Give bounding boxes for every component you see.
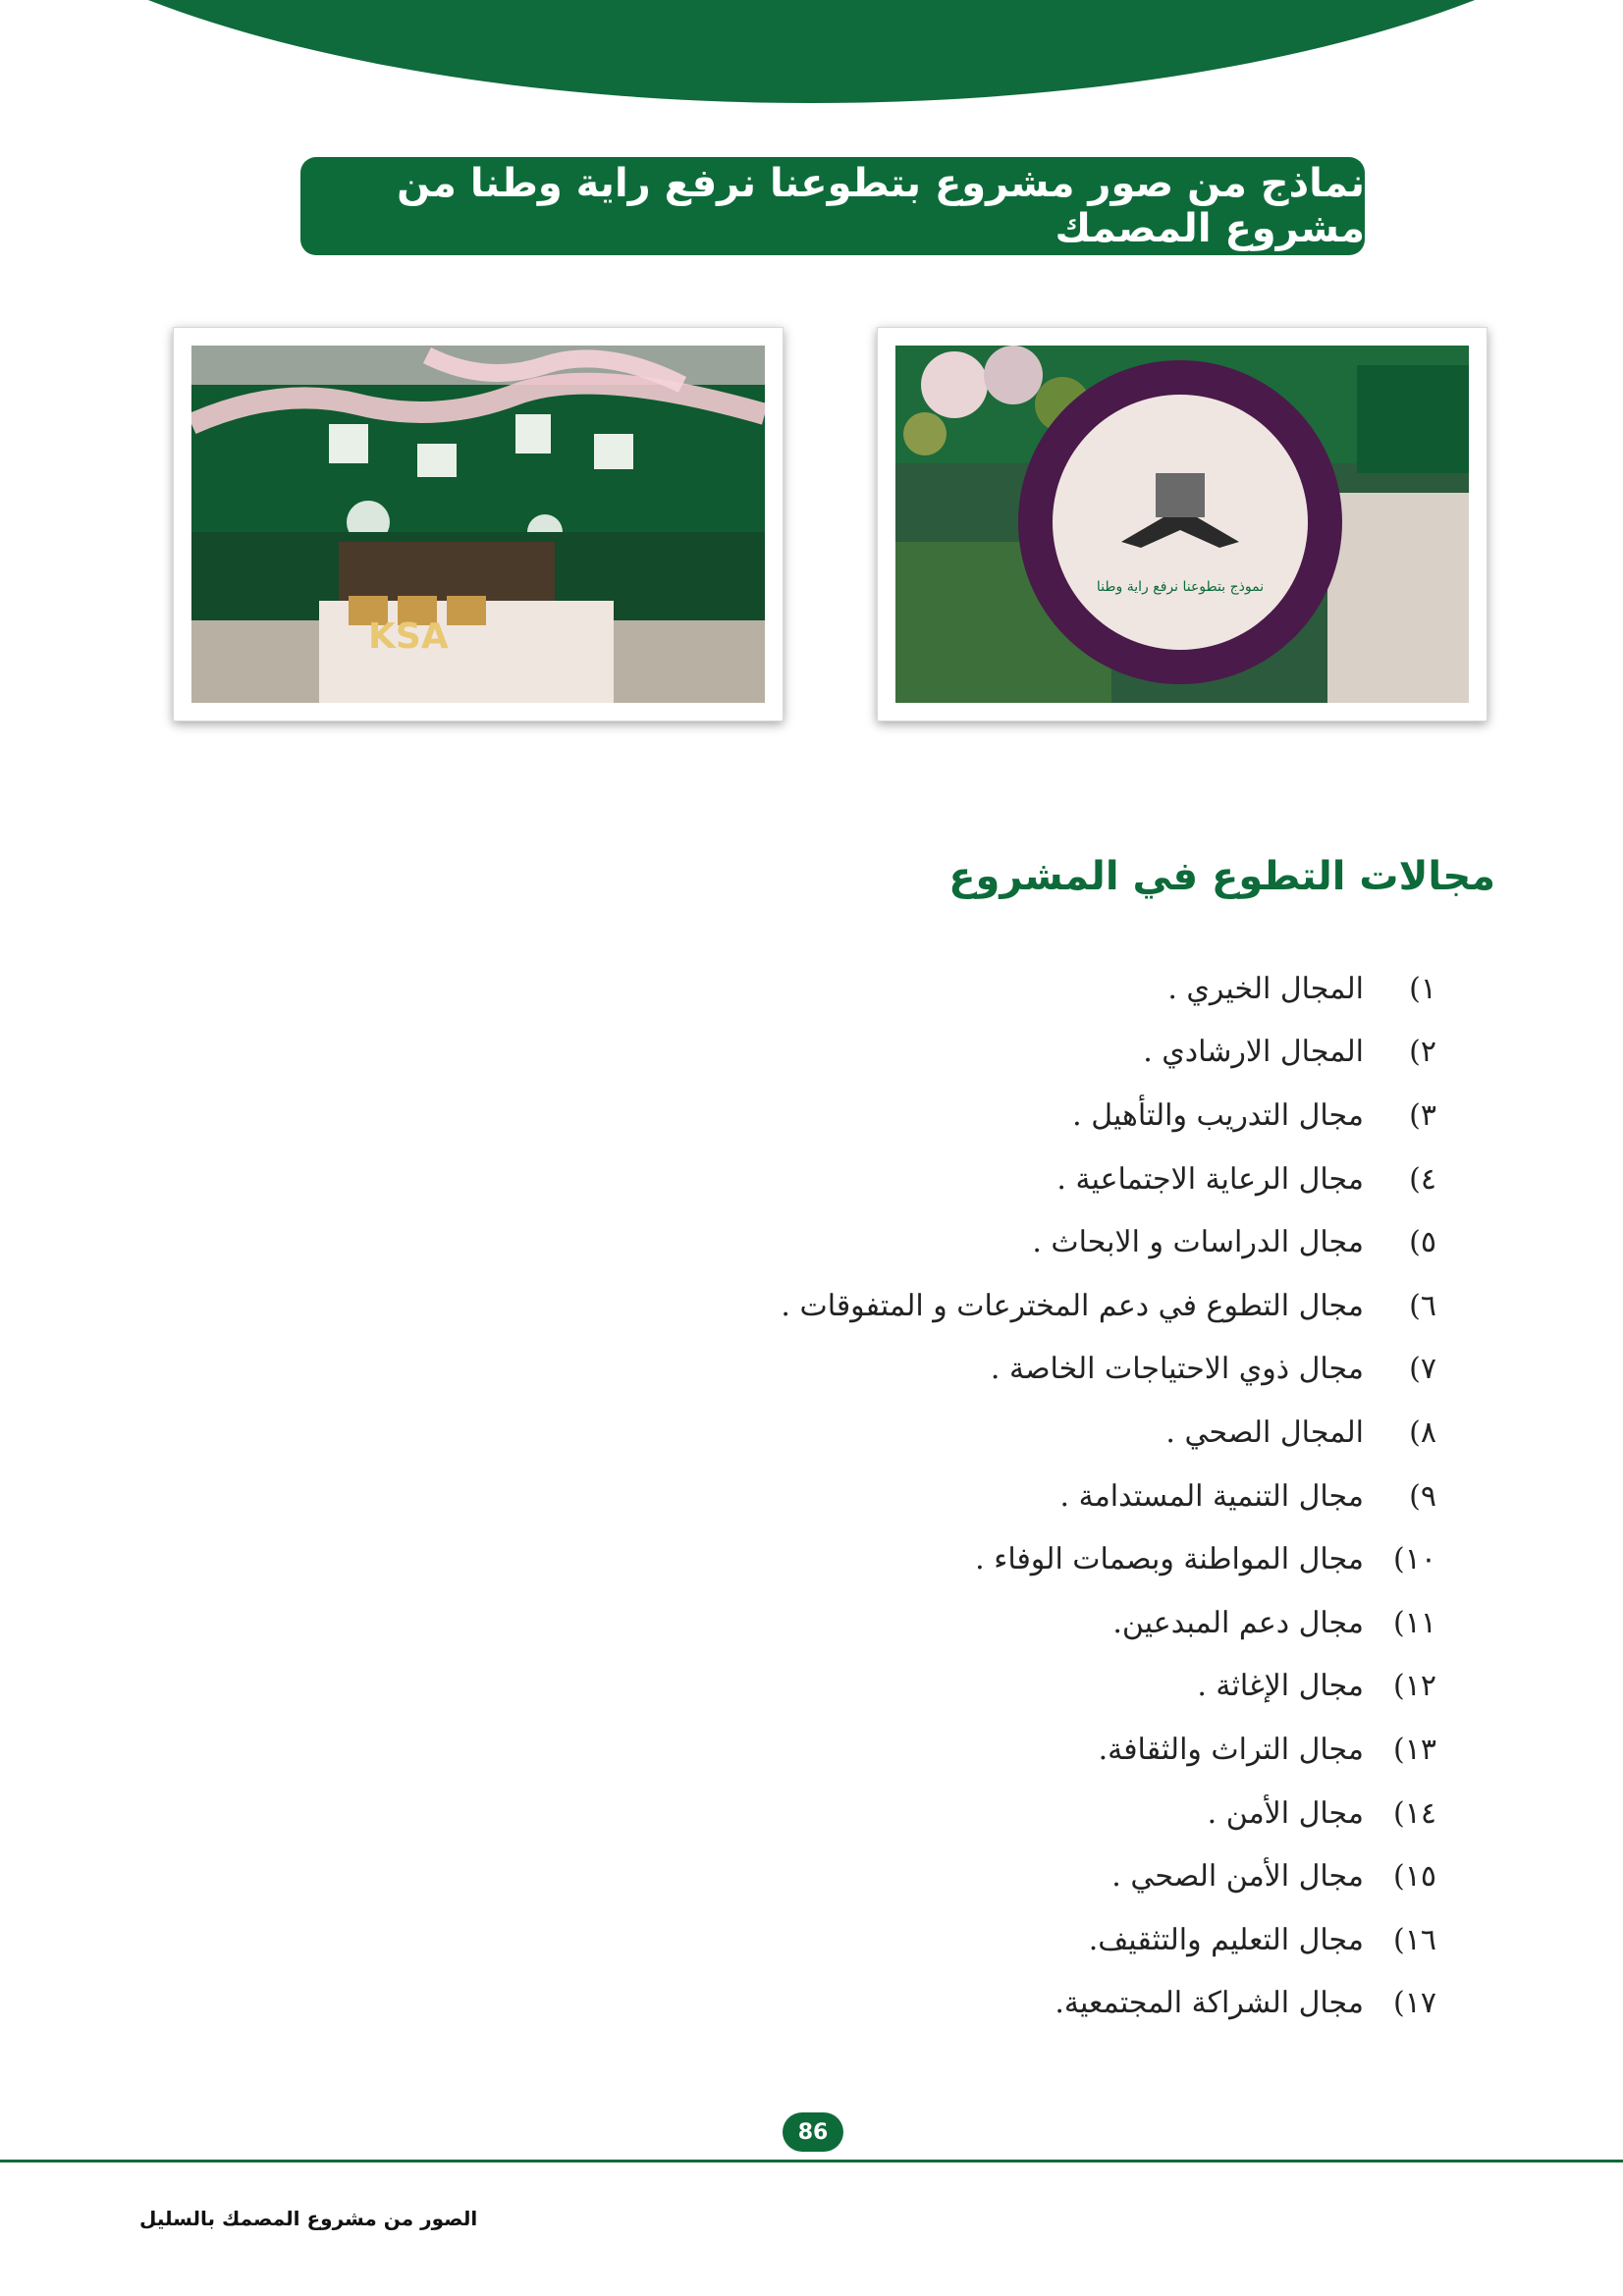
list-item: ٦) مجال التطوع في دعم المخترعات و المتفوقات . bbox=[781, 1288, 1436, 1323]
list-item: ٢) المجال الارشادي . bbox=[1143, 1035, 1436, 1070]
photo-emblem-image bbox=[895, 346, 1469, 703]
header-arc-decoration bbox=[0, 0, 1623, 103]
list-item: ١٦) مجال التعليم والتثقيف. bbox=[1088, 1922, 1436, 1957]
list-item: ١٤) مجال الأمن . bbox=[1207, 1795, 1436, 1831]
photo-ksa-image bbox=[191, 346, 765, 703]
photo-ksa-sign: KSA bbox=[368, 616, 449, 657]
list-item: ٣) مجال التدريب والتأهيل . bbox=[1072, 1097, 1436, 1133]
list-item: ١) المجال الخيري . bbox=[1167, 971, 1436, 1006]
photo-emblem-caption: نموذج بتطوعنا نرفع راية وطنا bbox=[1096, 579, 1265, 595]
volunteer-fields-list bbox=[781, 957, 1436, 2035]
page-number-badge: 86 bbox=[783, 2112, 843, 2152]
list-item: ١٥) مجال الأمن الصحي . bbox=[1111, 1859, 1436, 1895]
list-item: ٧) مجال ذوي الاحتياجات الخاصة . bbox=[990, 1352, 1436, 1387]
list-item: ٨) المجال الصحي . bbox=[1165, 1415, 1436, 1450]
section-heading: مجالات التطوع في المشروع bbox=[948, 854, 1495, 899]
list-item: ٥) مجال الدراسات و الابحاث . bbox=[1032, 1225, 1436, 1260]
photo-emblem-wreath bbox=[877, 327, 1488, 721]
list-item: ١٧) مجال الشراكة المجتمعية. bbox=[1055, 1986, 1436, 2021]
list-item: ١٠) مجال المواطنة وبصمات الوفاء . bbox=[975, 1542, 1436, 1577]
footer-divider bbox=[0, 2160, 1623, 2163]
footer-caption: الصور من مشروع المصمك بالسليل bbox=[139, 2207, 478, 2230]
title-banner bbox=[300, 157, 1365, 255]
list-item: ٩) مجال التنمية المستدامة . bbox=[1059, 1478, 1436, 1514]
list-item: ١٢) مجال الإغاثة . bbox=[1197, 1669, 1436, 1704]
list-item: ٤) مجال الرعاية الاجتماعية . bbox=[1056, 1161, 1436, 1197]
list-item: ١١) مجال دعم المبدعين. bbox=[1112, 1605, 1436, 1640]
photo-ksa-display bbox=[173, 327, 784, 721]
page-title: نماذج من صور مشروع بتطوعنا نرفع راية وطنا من مشروع المصمك bbox=[397, 161, 1365, 251]
list-item: ١٣) مجال التراث والثقافة. bbox=[1098, 1732, 1436, 1767]
